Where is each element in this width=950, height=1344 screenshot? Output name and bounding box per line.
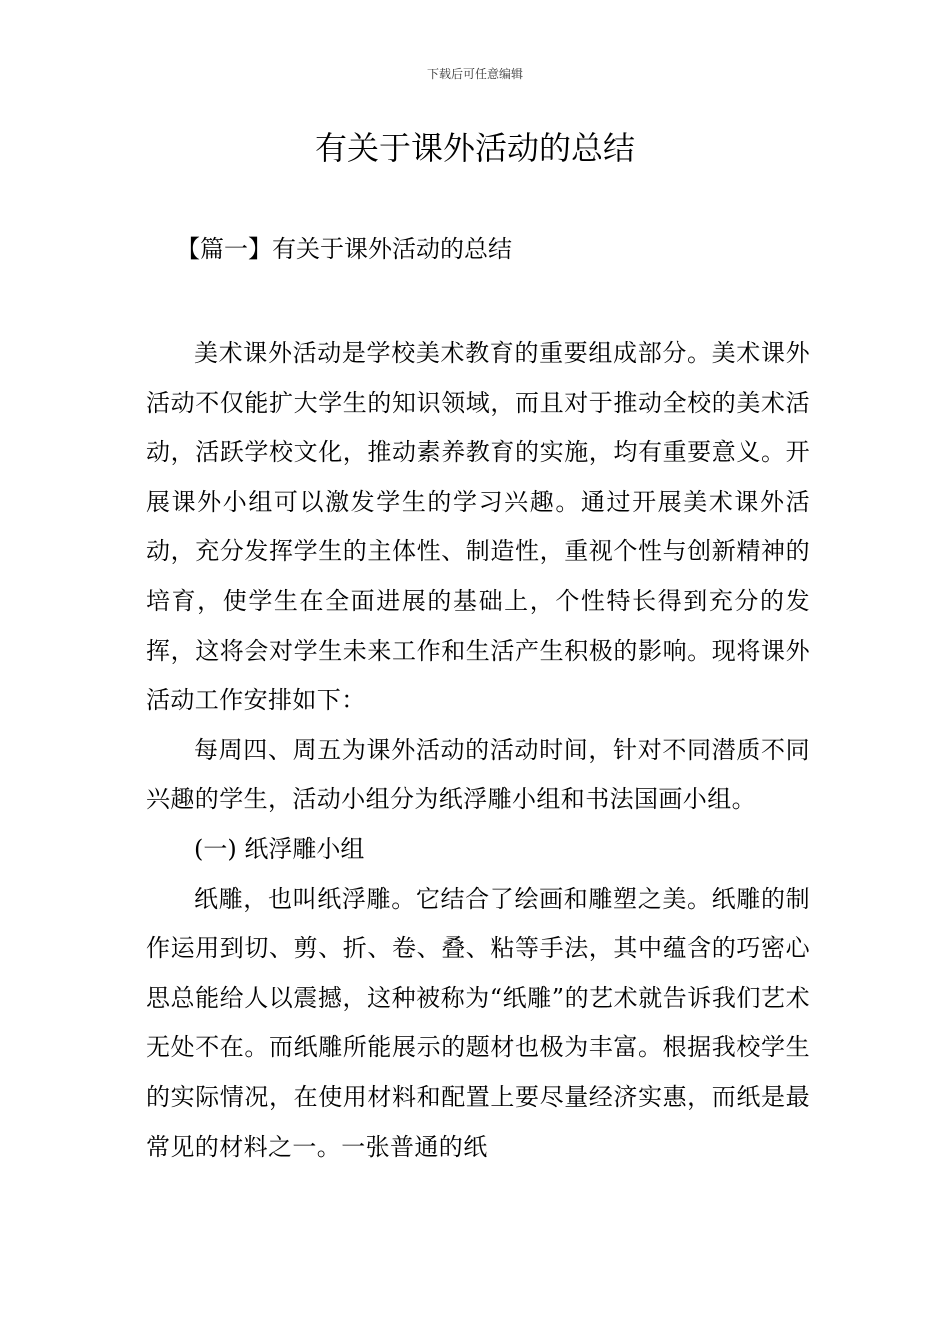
paragraph-schedule: 每周四、周五为课外活动的活动时间，针对不同潜质不同兴趣的学生，活动小组分为纸浮雕小组和书法国画小组。 [146, 735, 810, 814]
document-body [146, 329, 810, 1172]
document-title: 有关于课外活动的总结 [314, 129, 635, 167]
header-watermark: 下载后可任意编辑 [426, 67, 523, 81]
subheading-paper-relief: (一) 纸浮雕小组 [194, 834, 365, 863]
section-heading: 【篇一】有关于课外活动的总结 [176, 235, 512, 263]
paragraph-paper-relief: 纸雕，也叫纸浮雕。它结合了绘画和雕塑之美。纸雕的制作运用到切、剪、折、卷、叠、粘等手法，其中蕴含的巧密心思总能给人以震撼，这种被称为“纸雕”的艺术就告诉我们艺术无处不在。而纸雕所能展示的题材也极为丰富。根据我校学生的实际情况，在使用材料和配置上要尽量经济实惠，而纸是最常见的材料之一。一张普通的纸 [146, 884, 810, 1161]
paragraph-intro: 美术课外活动是学校美术教育的重要组成部分。美术课外活动不仅能扩大学生的知识领域，而且对于推动全校的美术活动，活跃学校文化，推动素养教育的实施，均有重要意义。开展课外小组可以激发学生的学习兴趣。通过开展美术课外活动，充分发挥学生的主体性、制造性，重视个性与创新精神的培育，使学生在全面进展的基础上，个性特长得到充分的发挥，这将会对学生未来工作和生活产生积极的影响。现将课外活动工作安排如下： [146, 339, 810, 715]
